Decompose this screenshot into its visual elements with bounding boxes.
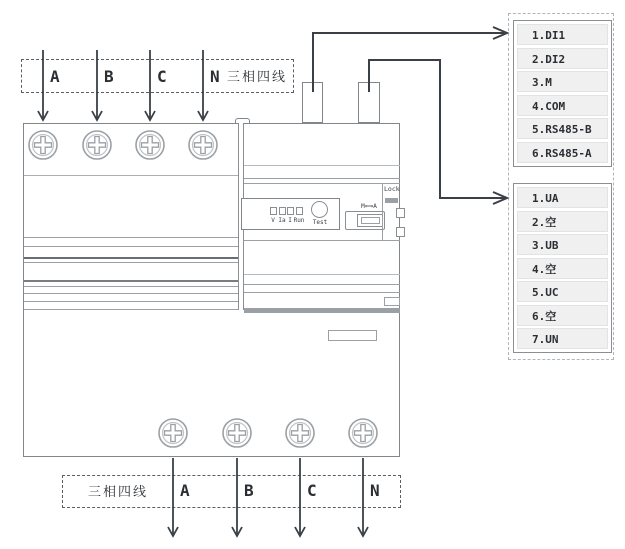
case-line <box>24 301 238 302</box>
din-rail-line <box>24 257 238 259</box>
system-label-bottom: 三相四线 <box>88 485 149 500</box>
led-indicator-run <box>296 207 303 215</box>
pin-row: 3.M <box>517 71 608 92</box>
phase-label-top-n: N <box>210 67 220 86</box>
label-window <box>328 330 377 341</box>
led-indicator-i <box>287 207 294 215</box>
pin-row: 1.DI1 <box>517 24 608 45</box>
di-pin-list <box>513 20 612 167</box>
led-row <box>270 207 303 215</box>
led-label-ia: Ia <box>278 217 286 224</box>
test-button <box>311 201 328 218</box>
pin-row: 1.UA <box>517 187 608 208</box>
wire-to-di-list <box>313 27 507 92</box>
case-line <box>24 246 238 247</box>
pin-row: 2.空 <box>517 211 608 232</box>
phase-label-top-a: A <box>50 67 60 86</box>
di-connector-pin <box>302 82 323 123</box>
led-label-i: I <box>288 217 292 224</box>
case-line <box>24 309 238 310</box>
case-line <box>244 274 400 275</box>
mode-slider-knob-inner <box>361 217 380 224</box>
case-line <box>24 286 238 287</box>
device-body <box>23 123 400 457</box>
led-label-v: V <box>271 217 275 224</box>
mode-label: M⟺A <box>361 203 377 210</box>
phase-label-bottom-n: N <box>370 481 380 500</box>
rail-band <box>244 308 400 313</box>
case-line <box>244 178 400 179</box>
pin-row: 7.UN <box>517 328 608 349</box>
phase-label-bottom-c: C <box>307 481 317 500</box>
pin-row: 4.空 <box>517 258 608 279</box>
pin-row: 4.COM <box>517 95 608 116</box>
led-label-run: Run <box>293 217 305 224</box>
lock-label: Lock <box>384 185 400 193</box>
test-label: Test <box>312 219 328 226</box>
phase-label-top-b: B <box>104 67 114 86</box>
case-line <box>244 183 400 184</box>
pin-row: 6.RS485-A <box>517 142 608 163</box>
phase-label-bottom-a: A <box>180 481 190 500</box>
side-clip-step <box>384 297 400 306</box>
case-line <box>24 262 238 263</box>
case-line <box>24 237 238 238</box>
case-line <box>244 165 400 166</box>
pin-row: 5.UC <box>517 281 608 302</box>
side-clip-tooth <box>396 208 405 218</box>
case-line <box>244 284 400 285</box>
voltage-pin-list <box>513 183 612 353</box>
pin-row: 5.RS485-B <box>517 118 608 139</box>
din-rail-line <box>24 280 238 282</box>
case-line <box>24 293 238 294</box>
led-indicator-ia <box>279 207 286 215</box>
system-label-top: 三相四线 <box>227 70 288 85</box>
case-line <box>244 292 400 293</box>
phase-label-bottom-b: B <box>244 481 254 500</box>
side-clip-tooth <box>396 227 405 237</box>
pin-row: 6.空 <box>517 305 608 326</box>
led-indicator-v <box>270 207 277 215</box>
case-line <box>24 175 238 176</box>
pin-row: 3.UB <box>517 234 608 255</box>
phase-label-top-c: C <box>157 67 167 86</box>
pin-row: 2.DI2 <box>517 48 608 69</box>
display-panel <box>241 198 340 230</box>
voltage-connector-pin <box>358 82 380 123</box>
lock-divider <box>382 183 383 240</box>
lock-slider <box>385 198 398 203</box>
case-line <box>244 240 400 241</box>
